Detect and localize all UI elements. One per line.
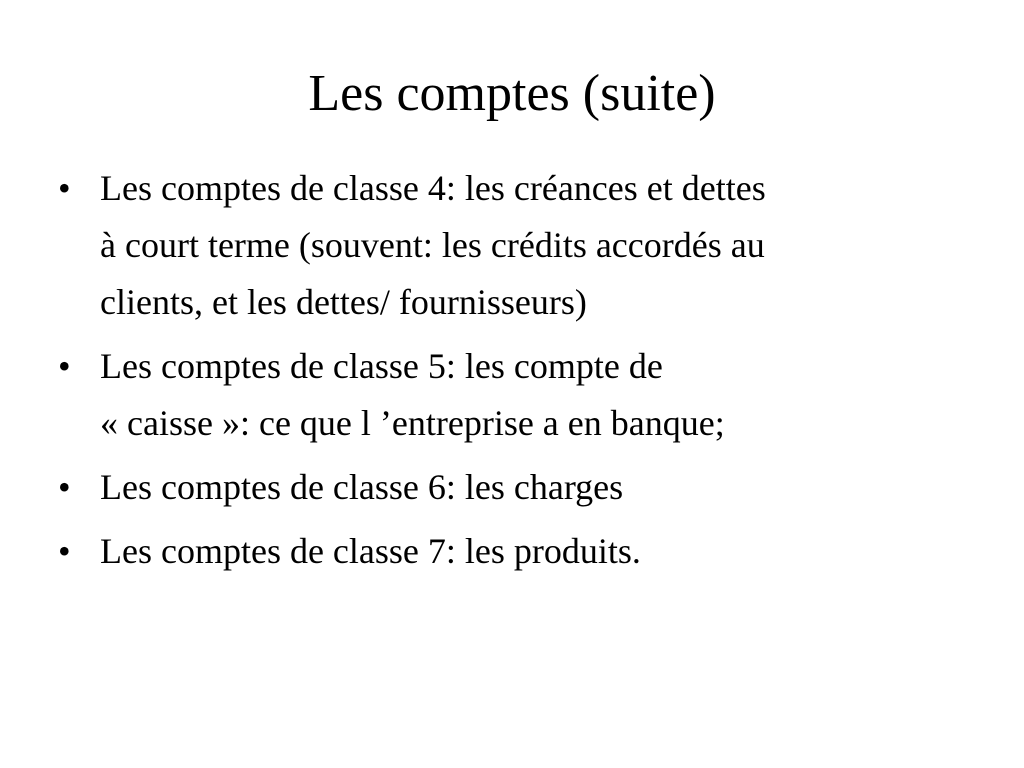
bullet-text-line: Les comptes de classe 6: les charges [100, 467, 624, 507]
bullet-icon: • [58, 168, 71, 208]
bullet-icon: • [58, 531, 71, 571]
bullet-text-line: Les comptes de classe 7: les produits. [100, 531, 641, 571]
bullet-text-line: Les comptes de classe 5: les compte de [100, 346, 663, 386]
bullet-icon: • [58, 346, 71, 386]
slide-title: Les comptes (suite) [308, 65, 716, 122]
bullet-text-line: Les comptes de classe 4: les créances et dettes [100, 168, 766, 208]
bullet-text-line: « caisse »: ce que l ’entreprise a en banque; [100, 403, 725, 443]
bullet-text-line: clients, et les dettes/ fournisseurs) [100, 282, 587, 322]
bullet-item [58, 160, 958, 331]
bullet-list [58, 160, 958, 587]
bullet-item [58, 338, 958, 452]
bullet-icon: • [58, 467, 71, 507]
bullet-item [58, 523, 958, 580]
bullet-text-line: à court terme (souvent: les crédits accordés au [100, 225, 765, 265]
bullet-item [58, 459, 958, 516]
